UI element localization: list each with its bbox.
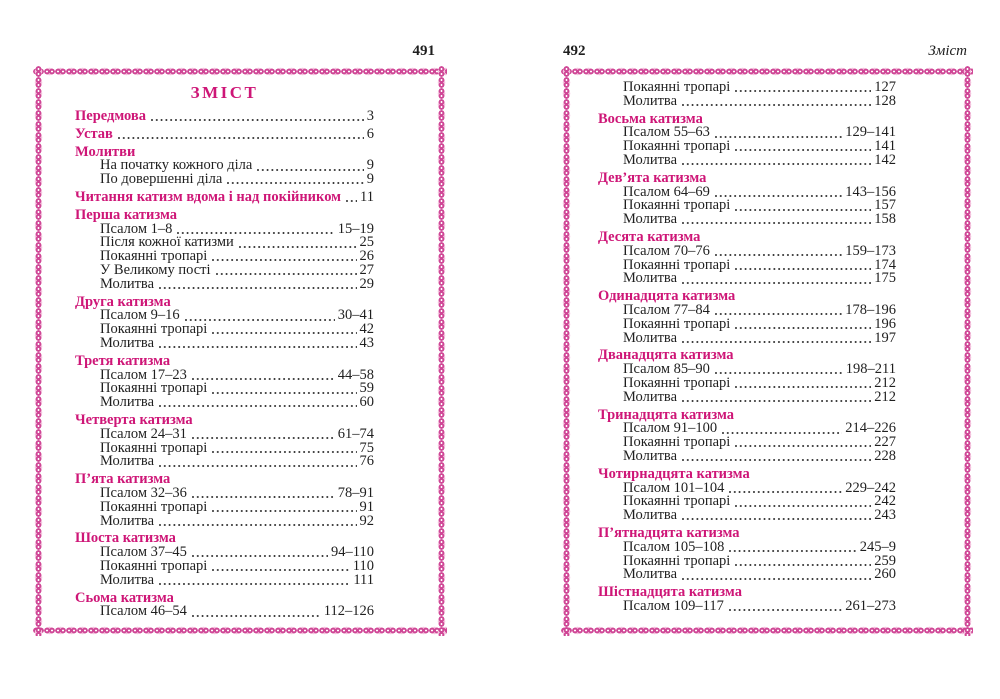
toc-entry-label: Псалом 24–31 <box>100 425 187 442</box>
dot-leader <box>212 259 356 261</box>
ornament-border-right <box>436 66 447 636</box>
toc-entry-label: Молитва <box>100 334 155 351</box>
toc-entry-label: Молитва <box>100 275 155 292</box>
left-page-content <box>44 77 436 625</box>
dot-leader <box>715 313 842 315</box>
toc-entry-label: Друга катизма <box>75 293 171 310</box>
ornament-border-left <box>561 66 572 636</box>
toc-entry-page: 11 <box>360 188 374 205</box>
toc-entry-label: Покаянні тропарі <box>100 380 208 397</box>
toc-list-left <box>75 110 374 619</box>
toc-entry <box>598 509 896 523</box>
toc-entry <box>75 188 374 205</box>
dot-leader <box>682 400 871 402</box>
dot-leader <box>735 505 871 507</box>
toc-entry-label: Псалом 64–69 <box>623 183 710 200</box>
toc-entry-label: Покаянні тропарі <box>623 138 731 155</box>
dot-leader <box>715 254 842 256</box>
toc-entry-label: Молитви <box>75 143 136 160</box>
toc-entry-label: Восьма катизма <box>598 110 703 127</box>
dot-leader <box>212 392 356 394</box>
toc-entry-label: Устав <box>75 125 113 142</box>
dot-leader <box>239 246 357 248</box>
dot-leader <box>682 518 871 520</box>
toc-entry-label: Покаянні тропарі <box>100 248 208 265</box>
dot-leader <box>682 222 871 224</box>
toc-entry-label: Покаянні тропарі <box>623 197 731 214</box>
dot-leader <box>159 346 356 348</box>
toc-entry-label: Після кожної катизми <box>100 234 234 251</box>
toc-entry-label: Передмова <box>75 108 147 124</box>
toc-entry-label: Покаянні тропарі <box>623 493 731 510</box>
dot-leader <box>192 555 328 557</box>
toc-entry-label: Читання катизм вдома і над покійником <box>75 188 342 205</box>
toc-entry-label: Молитва <box>623 388 678 405</box>
toc-entry-label: Шістнадцята катизма <box>598 584 742 601</box>
toc-entry-page: 43 <box>359 334 374 351</box>
dot-leader <box>192 437 335 439</box>
toc-entry <box>598 92 896 109</box>
toc-entry-label: Четверта катизма <box>75 411 193 428</box>
toc-entry-label: Покаянні тропарі <box>623 434 731 451</box>
toc-entry-page: 228 <box>874 447 896 464</box>
toc-entry-label: П’ятнадцята катизма <box>598 524 740 541</box>
toc-entry-label: Молитва <box>623 151 678 168</box>
toc-entry-label: Псалом 9–16 <box>100 307 180 324</box>
toc-entry-page: 75 <box>359 439 374 456</box>
toc-entry-page: 9 <box>366 157 374 174</box>
toc-entry-label: Покаянні тропарі <box>623 374 731 391</box>
toc-entry-page: 196 <box>874 315 896 332</box>
toc-entry-label: Молитва <box>100 453 155 470</box>
toc-entry <box>75 396 374 410</box>
toc-entry-label: Молитва <box>100 571 155 588</box>
dot-leader <box>715 195 842 197</box>
toc-entry-label: Покаянні тропарі <box>100 498 208 515</box>
toc-entry-page: 229–242 <box>845 479 896 496</box>
dot-leader <box>729 550 856 552</box>
toc-entry <box>598 329 896 346</box>
toc-entry-page: 25 <box>359 234 374 251</box>
toc-entry-label: Молитва <box>623 329 678 346</box>
dot-leader <box>729 491 842 493</box>
toc-entry-page: 92 <box>359 512 374 529</box>
toc-entry <box>75 571 374 588</box>
dot-leader <box>159 405 356 407</box>
dot-leader <box>159 287 356 289</box>
dot-leader <box>682 163 871 165</box>
toc-entry-page: 60 <box>359 394 374 411</box>
toc-entry-label: Дев’ята катизма <box>598 169 707 186</box>
toc-entry-label: Сьома катизма <box>75 589 174 606</box>
left-page-header <box>33 43 447 61</box>
toc-entry-page: 29 <box>359 275 374 292</box>
toc-entry-label: Молитва <box>623 507 678 524</box>
toc-entry <box>75 125 374 142</box>
toc-entry-label: Покаянні тропарі <box>100 439 208 456</box>
toc-entry-label: П’ята катизма <box>75 471 171 488</box>
toc-entry-label: На початку кожного діла <box>100 157 253 174</box>
running-title: Зміст <box>928 43 967 59</box>
toc-entry-label: Покаянні тропарі <box>623 552 731 569</box>
toc-entry <box>75 605 374 619</box>
toc-entry-page: 178–196 <box>845 301 896 318</box>
toc-entry-label: По довершенні діла <box>100 171 223 188</box>
dot-leader <box>118 137 364 139</box>
toc-entry-label: Дванадцята катизма <box>598 347 734 364</box>
toc-entry-page: 127 <box>874 79 896 95</box>
toc-entry-label: Псалом 1–8 <box>100 220 173 237</box>
dot-leader <box>682 459 871 461</box>
toc-entry-page: 26 <box>359 248 374 265</box>
toc-entry-label: Молитва <box>100 512 155 529</box>
toc-entry-page: 128 <box>874 92 896 109</box>
toc-entry-label: Шоста катизма <box>75 530 176 547</box>
toc-entry-page: 259 <box>874 552 896 569</box>
dot-leader <box>682 282 871 284</box>
toc-entry-page: 42 <box>359 321 374 338</box>
right-page-number: 492 <box>563 43 586 59</box>
toc-entry-page: 260 <box>874 566 896 583</box>
dot-leader <box>735 149 871 151</box>
toc-entry-page: 175 <box>874 270 896 287</box>
dot-leader <box>722 432 842 434</box>
toc-entry <box>75 512 374 529</box>
toc-entry-label: Тринадцята катизма <box>598 406 734 423</box>
toc-entry <box>75 334 374 351</box>
toc-entry-label: Псалом 55–63 <box>623 124 710 141</box>
toc-entry-page: 30–41 <box>337 307 374 324</box>
toc-entry-label: Покаянні тропарі <box>623 256 731 273</box>
toc-entry-page: 110 <box>352 557 374 574</box>
toc-list-right <box>598 81 896 614</box>
dot-leader <box>735 445 871 447</box>
toc-entry-label: У Великому пості <box>100 261 211 278</box>
toc-entry-page: 141 <box>874 138 896 155</box>
toc-entry-page: 129–141 <box>845 124 896 141</box>
toc-entry <box>598 272 896 286</box>
toc-entry-label: Псалом 32–36 <box>100 484 187 501</box>
toc-entry-label: Чотирнадцята катизма <box>598 465 750 482</box>
left-page-number: 491 <box>412 43 435 59</box>
toc-entry-label: Псалом 105–108 <box>623 538 725 555</box>
dot-leader <box>192 496 335 498</box>
toc-entry <box>598 213 896 227</box>
dot-leader <box>735 209 871 211</box>
toc-entry-page: 6 <box>366 125 374 142</box>
dot-leader <box>151 119 364 121</box>
toc-entry-page: 143–156 <box>845 183 896 200</box>
dot-leader <box>159 524 356 526</box>
toc-entry-label: Перша катизма <box>75 206 178 223</box>
dot-leader <box>212 332 356 334</box>
toc-entry-page: 242 <box>874 493 896 510</box>
toc-entry-label: Молитва <box>623 92 678 109</box>
toc-entry-page: 159–173 <box>845 242 896 259</box>
dot-leader <box>185 319 335 321</box>
toc-entry-label: Молитва <box>623 447 678 464</box>
dot-leader <box>346 200 357 202</box>
toc-entry-page: 3 <box>366 108 374 124</box>
dot-leader <box>735 90 871 92</box>
right-page-content <box>572 77 962 625</box>
toc-entry-label: Молитва <box>623 211 678 228</box>
ornament-border-top <box>33 66 447 77</box>
toc-entry-label: Псалом 109–117 <box>623 597 724 614</box>
dot-leader <box>735 268 871 270</box>
dot-leader <box>159 583 350 585</box>
toc-entry-page: 76 <box>359 453 374 470</box>
toc-entry-page: 91 <box>359 498 374 515</box>
toc-entry-page: 212 <box>874 374 896 391</box>
toc-entry-page: 245–9 <box>859 538 896 555</box>
toc-entry-label: Псалом 37–45 <box>100 544 187 561</box>
toc-entry <box>598 447 896 464</box>
toc-entry-label: Псалом 46–54 <box>100 603 187 620</box>
toc-entry-label: Десята катизма <box>598 228 701 245</box>
ornament-border-bottom <box>561 625 973 636</box>
toc-entry-label: Покаянні тропарі <box>623 315 731 332</box>
right-page-header <box>561 43 973 61</box>
dot-leader <box>257 169 363 171</box>
toc-entry-page: 111 <box>353 571 374 588</box>
ornament-border-right <box>962 66 973 636</box>
dot-leader <box>682 341 871 343</box>
dot-leader <box>192 615 321 617</box>
toc-entry-page: 59 <box>359 380 374 397</box>
toc-entry-label: Псалом 70–76 <box>623 242 710 259</box>
toc-entry-page: 27 <box>359 261 374 278</box>
toc-entry-page: 9 <box>366 171 374 188</box>
toc-entry-page: 78–91 <box>337 484 374 501</box>
toc-entry-label: Покаянні тропарі <box>100 321 208 338</box>
toc-entry-label: Молитва <box>623 566 678 583</box>
toc-entry-label: Псалом 101–104 <box>623 479 725 496</box>
toc-entry-page: 212 <box>874 388 896 405</box>
toc-entry-page: 214–226 <box>845 420 896 437</box>
toc-entry-label: Псалом 91–100 <box>623 420 718 437</box>
dot-leader <box>212 569 349 571</box>
dot-leader <box>159 465 356 467</box>
toc-entry-page: 44–58 <box>337 366 374 383</box>
dot-leader <box>715 372 843 374</box>
dot-leader <box>735 327 871 329</box>
ornament-border-top <box>561 66 973 77</box>
toc-entry <box>75 275 374 292</box>
toc-entry-label: Псалом 85–90 <box>623 361 710 378</box>
toc-entry-page: 112–126 <box>323 603 374 620</box>
dot-leader <box>735 564 871 566</box>
book-page-right <box>561 66 973 636</box>
dot-leader <box>216 273 357 275</box>
toc-entry-page: 142 <box>874 151 896 168</box>
dot-leader <box>212 510 356 512</box>
toc-entry-label: Псалом 77–84 <box>623 301 710 318</box>
toc-entry <box>598 597 896 614</box>
toc-entry-page: 261–273 <box>845 597 896 614</box>
toc-entry-page: 157 <box>874 197 896 214</box>
toc-entry-label: Покаянні тропарі <box>100 557 208 574</box>
dot-leader <box>682 104 871 106</box>
toc-entry-label: Молитва <box>623 270 678 287</box>
dot-leader <box>735 386 871 388</box>
toc-entry-page: 198–211 <box>845 361 896 378</box>
toc-entry-page: 243 <box>874 507 896 524</box>
toc-entry-label: Покаянні тропарі <box>623 79 731 95</box>
toc-entry-page: 158 <box>874 211 896 228</box>
ornament-border-left <box>33 66 44 636</box>
toc-entry <box>75 173 374 187</box>
book-page-left <box>33 66 447 636</box>
toc-entry <box>75 110 374 124</box>
toc-entry-page: 94–110 <box>331 544 374 561</box>
toc-entry-label: Одинадцята катизма <box>598 288 736 305</box>
dot-leader <box>729 609 842 611</box>
dot-leader <box>715 136 842 138</box>
toc-entry <box>598 568 896 582</box>
dot-leader <box>212 451 356 453</box>
toc-entry <box>598 388 896 405</box>
toc-entry-page: 61–74 <box>337 425 374 442</box>
toc-entry <box>75 455 374 469</box>
toc-entry-label: Третя катизма <box>75 352 171 369</box>
dot-leader <box>682 578 871 580</box>
toc-entry-page: 227 <box>874 434 896 451</box>
toc-entry-page: 174 <box>874 256 896 273</box>
toc-entry <box>598 151 896 168</box>
dot-leader <box>227 182 363 184</box>
toc-title: ЗМІСТ <box>190 83 259 102</box>
ornament-border-bottom <box>33 625 447 636</box>
dot-leader <box>192 378 335 380</box>
toc-entry-label: Псалом 17–23 <box>100 366 187 383</box>
toc-entry-page: 197 <box>874 329 896 346</box>
toc-entry-page: 15–19 <box>337 220 374 237</box>
toc-entry-label: Молитва <box>100 394 155 411</box>
